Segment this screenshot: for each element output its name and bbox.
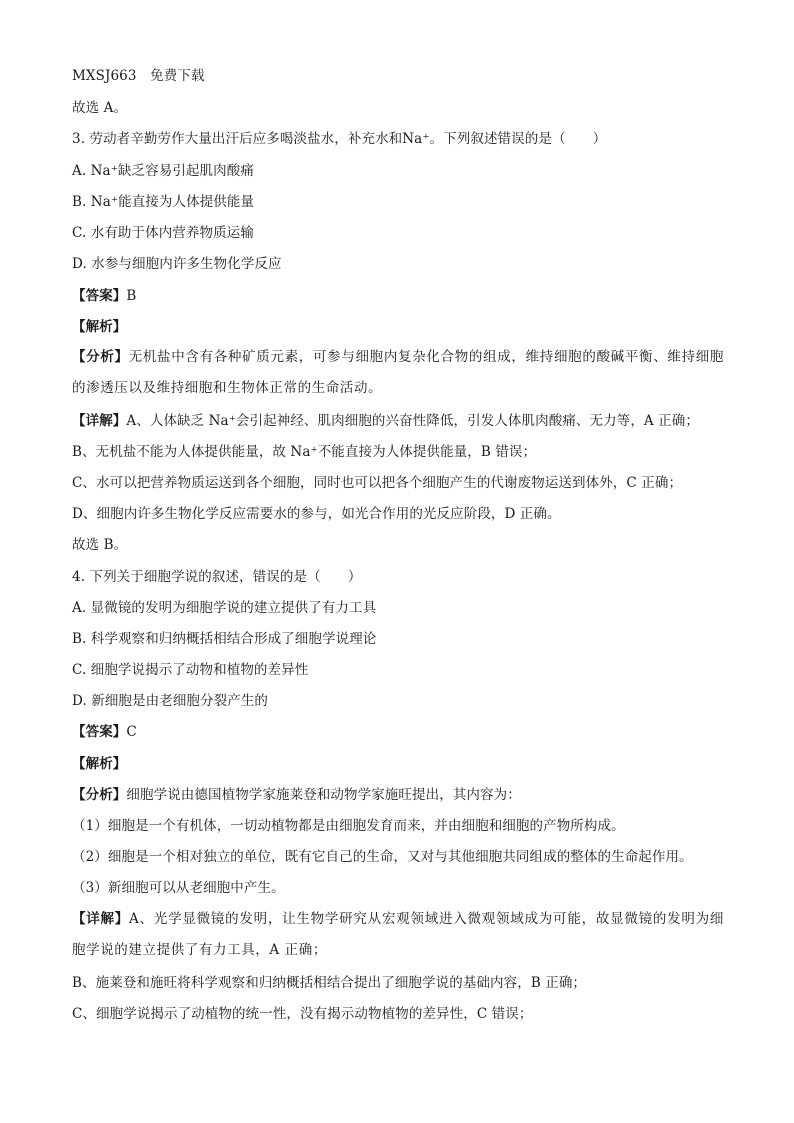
question-3-xiangjie-a xyxy=(72,411,699,431)
answer-value: C xyxy=(126,724,137,740)
question-4-xiangjie-a xyxy=(72,904,724,966)
question-3-xiangjie-c: C、水可以把营养物质运送到各个细胞，同时也可以把各个细胞产生的代谢废物运送到体外，C 正确； xyxy=(72,475,683,491)
question-4-point-1: （1）细胞是一个有机体，一切动植物都是由细胞发育而来，并由细胞和细胞的产物所构成。 xyxy=(72,818,625,834)
question-3-option-d: D. 水参与细胞内许多生物化学反应 xyxy=(72,256,282,272)
fenxi-tag: 【分析】 xyxy=(72,349,129,365)
question-3-option-b: B. Na⁺能直接为人体提供能量 xyxy=(72,194,255,210)
question-4-option-b: B. 科学观察和归纳概括相结合形成了细胞学说理论 xyxy=(72,631,377,647)
xiangjie-tag: 【详解】 xyxy=(72,413,127,429)
question-4-point-3: （3）新细胞可以从老细胞中产生。 xyxy=(72,880,285,896)
conclusion-line: 故选 A。 xyxy=(72,100,128,116)
question-4-fenxi xyxy=(72,785,521,805)
question-4-option-a: A. 显微镜的发明为细胞学说的建立提供了有力工具 xyxy=(72,600,377,616)
answer-tag: 【答案】 xyxy=(72,724,127,740)
question-3-stem: 3. 劳动者辛勤劳作大量出汗后应多喝淡盐水，补充水和Na⁺。下列叙述错误的是（ ） xyxy=(72,131,607,147)
xiangjie-text: A、人体缺乏 Na⁺会引起神经、肌肉细胞的兴奋性降低，引发人体肌肉酸痛、无力等，A 正确； xyxy=(126,413,699,429)
question-4-option-d: D. 新细胞是由老细胞分裂产生的 xyxy=(72,693,269,709)
question-4-option-c: C. 细胞学说揭示了动物和植物的差异性 xyxy=(72,662,309,678)
fenxi-tag: 【分析】 xyxy=(72,787,127,803)
question-4-xiangjie-b: B、施莱登和施旺将科学观察和归纳概括相结合提出了细胞学说的基础内容，B 正确； xyxy=(72,975,587,991)
question-3-analysis-heading: 【解析】 xyxy=(72,319,127,335)
answer-value: B xyxy=(126,288,137,304)
question-4-stem: 4. 下列关于细胞学说的叙述，错误的是（ ） xyxy=(72,569,362,585)
question-4-xiangjie-c: C、细胞学说揭示了动植物的统一性，没有揭示动物植物的差异性，C 错误； xyxy=(72,1006,533,1022)
question-3-option-c: C. 水有助于体内营养物质运输 xyxy=(72,225,254,241)
question-3-fenxi xyxy=(72,342,724,404)
question-4-answer xyxy=(72,722,137,742)
question-4-analysis-heading: 【解析】 xyxy=(72,756,127,772)
question-3-conclusion: 故选 B。 xyxy=(72,537,128,553)
question-4-point-2: （2）细胞是一个相对独立的单位，既有它自己的生命，又对与其他细胞共同组成的整体的生命起作用。 xyxy=(72,849,693,865)
xiangjie-tag: 【详解】 xyxy=(72,911,130,927)
xiangjie-text: A、光学显微镜的发明，让生物学研究从宏观领域进入微观领域成为可能，故显微镜的发明为细胞学说的建立提供了有力工具，A 正确； xyxy=(72,911,725,958)
fenxi-text: 细胞学说由德国植物学家施莱登和动物学家施旺提出，其内容为： xyxy=(126,787,521,803)
question-3-option-a: A. Na⁺缺乏容易引起肌肉酸痛 xyxy=(72,163,254,179)
question-3-xiangjie-d: D、细胞内许多生物化学反应需要水的参与，如光合作用的光反应阶段，D 正确。 xyxy=(72,506,561,522)
page-header: MXSJ663 免费下载 xyxy=(72,68,205,84)
fenxi-text: 无机盐中含有各种矿质元素，可参与细胞内复杂化合物的组成，维持细胞的酸碱平衡、维持细胞的渗透压以及维持细胞和生物体正常的生命活动。 xyxy=(72,349,724,396)
question-3-xiangjie-b: B、无机盐不能为人体提供能量，故 Na⁺不能直接为人体提供能量，B 错误； xyxy=(72,444,537,460)
answer-tag: 【答案】 xyxy=(72,288,127,304)
question-3-answer xyxy=(72,286,136,306)
